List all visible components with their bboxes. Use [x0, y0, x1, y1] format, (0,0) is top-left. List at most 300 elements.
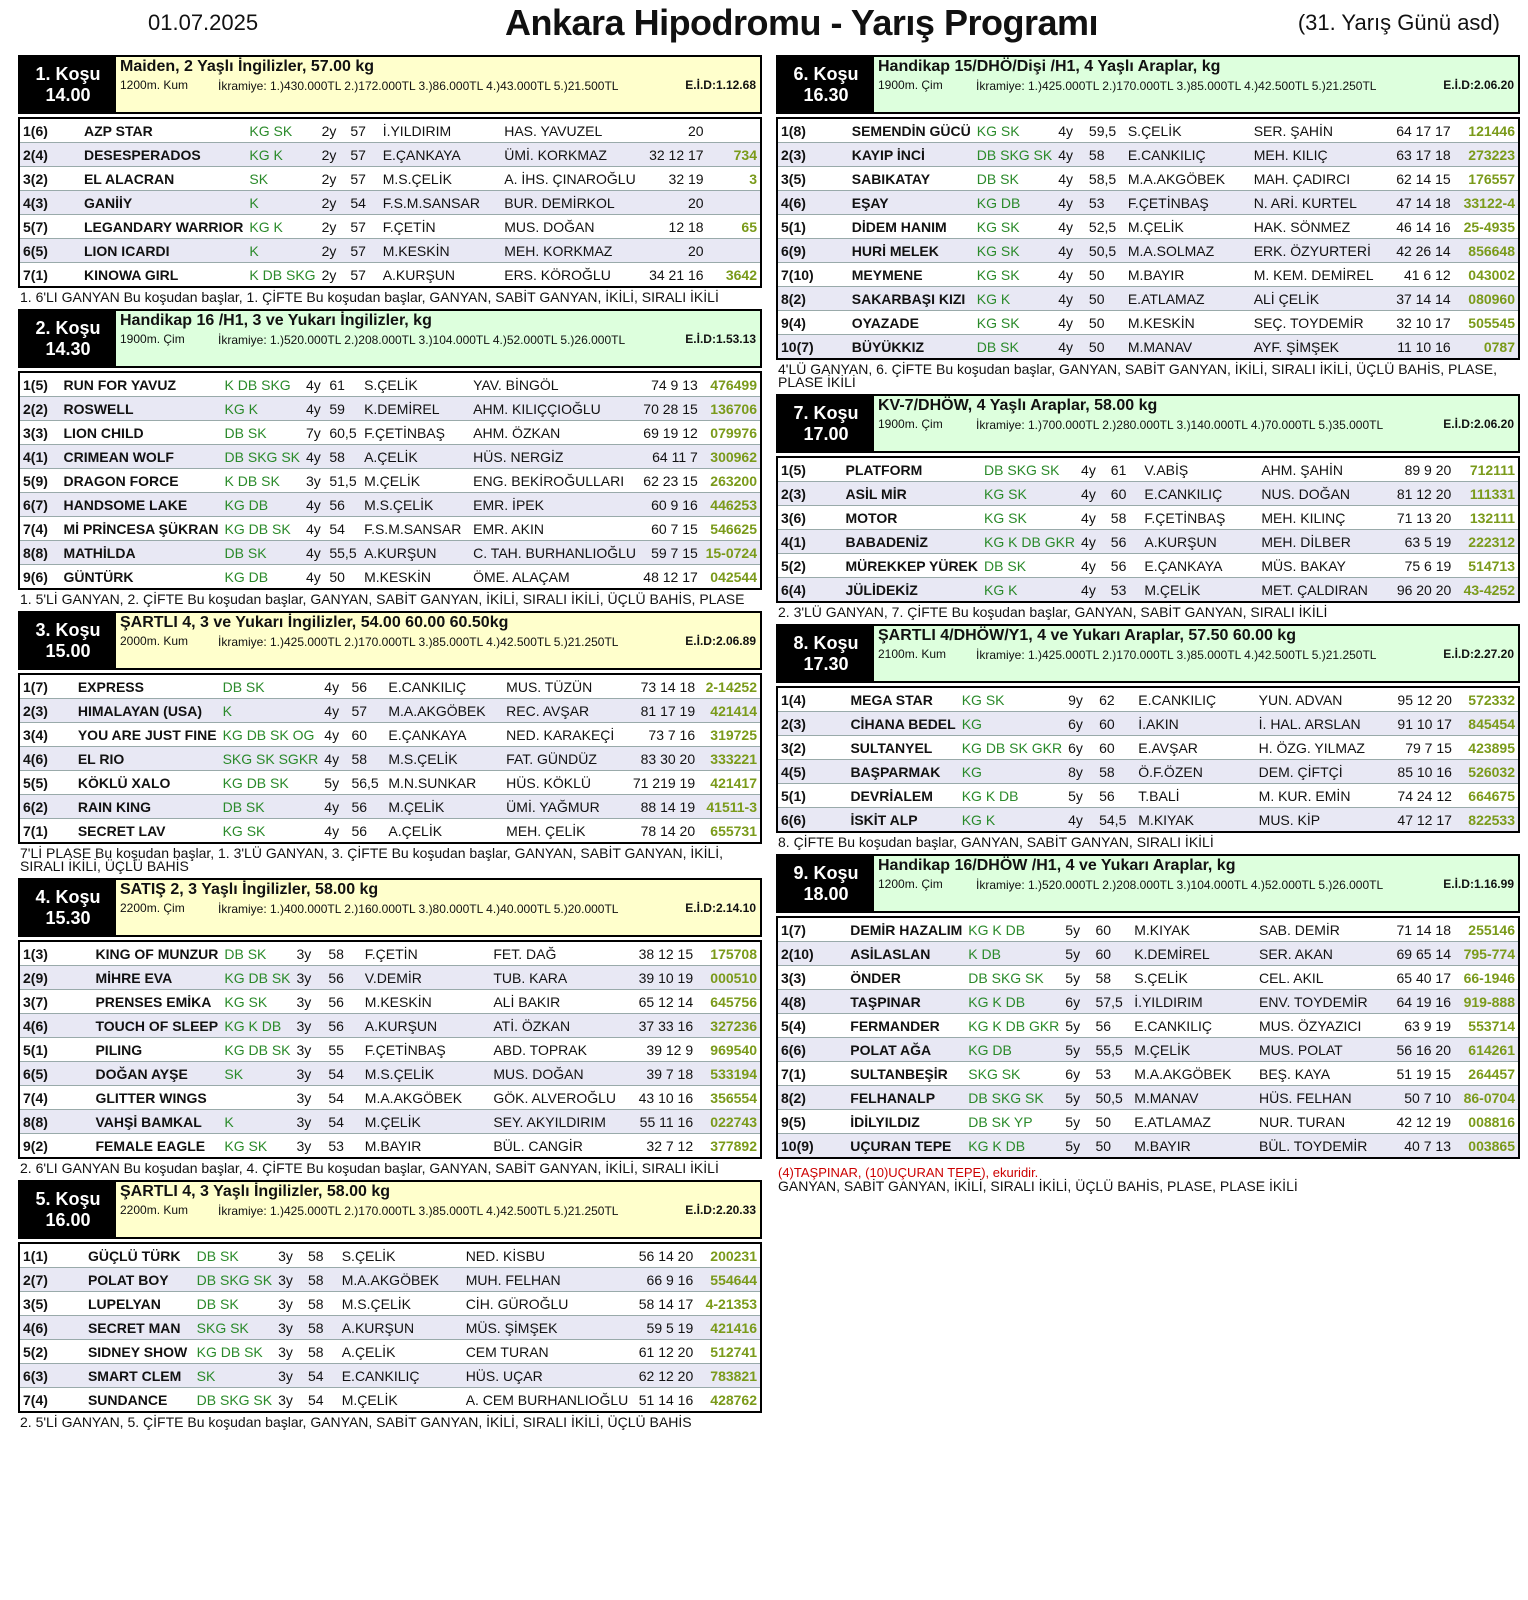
- jockey: E.AVŞAR: [1138, 739, 1198, 756]
- handicap-points: 95 12 20: [1397, 691, 1452, 708]
- handicap-points: 32 7 12: [646, 1137, 694, 1154]
- trainer: REC. AVŞAR: [506, 702, 590, 719]
- jockey: E.ATLAMAZ: [1127, 290, 1205, 307]
- horse-name[interactable]: MATHİLDA: [63, 544, 136, 561]
- handicap-points: 32 12 17: [649, 146, 704, 163]
- trainer: BUR. DEMİRKOL: [504, 194, 615, 211]
- form: 428762: [710, 1391, 757, 1408]
- runner-number: 10(7): [781, 338, 814, 355]
- horse-name[interactable]: SULTANYEL: [850, 739, 933, 756]
- horse-name[interactable]: POLAT AĞA: [850, 1041, 932, 1058]
- horse-name[interactable]: PRENSES EMİKA: [95, 993, 212, 1010]
- horse-name[interactable]: DEVRİALEM: [850, 787, 933, 804]
- weight: 56: [1110, 533, 1127, 550]
- table-row[interactable]: [777, 712, 1519, 736]
- handicap-points: 64 17 17: [1396, 122, 1451, 139]
- table-row[interactable]: [19, 421, 761, 445]
- horse-name[interactable]: SECRET LAV: [77, 822, 166, 839]
- horse-name[interactable]: MİHRE EVA: [95, 969, 173, 986]
- horse-age: 5y: [1065, 1137, 1081, 1154]
- horse-name[interactable]: DESESPERADOS: [83, 146, 201, 163]
- weight: 58: [307, 1295, 324, 1312]
- horse-age: 3y: [296, 1113, 312, 1130]
- horse-name[interactable]: DRAGON FORCE: [63, 472, 179, 489]
- table-row[interactable]: [19, 771, 761, 795]
- horse-name[interactable]: EŞAY: [851, 194, 889, 211]
- table-row[interactable]: [777, 506, 1519, 530]
- form: 533194: [710, 1065, 757, 1082]
- handicap-points: 66 9 16: [646, 1271, 694, 1288]
- race-prize: İkramiye: 1.)425.000TL 2.)170.000TL 3.)85.000TL 4.)42.500TL 5.)21.250TL: [218, 635, 619, 649]
- horse-name[interactable]: POLAT BOY: [87, 1271, 169, 1288]
- weight: 56: [1099, 787, 1115, 804]
- runner-number: 5(5): [23, 774, 48, 791]
- form: 25-4935: [1463, 218, 1515, 235]
- table-row[interactable]: [19, 1340, 761, 1364]
- horse-name[interactable]: BÜYÜKKIZ: [851, 338, 925, 355]
- trainer: HÜS. FELHAN: [1258, 1089, 1352, 1106]
- weight: 54: [328, 1113, 344, 1130]
- table-row[interactable]: [19, 674, 761, 699]
- race-day-label: (31. Yarış Günü asd): [1297, 10, 1500, 35]
- horse-name[interactable]: SMART CLEM: [87, 1367, 182, 1384]
- horse-name[interactable]: İSKİT ALP: [850, 811, 918, 828]
- handicap-points: 69 19 12: [643, 424, 698, 441]
- table-row[interactable]: [19, 1316, 761, 1340]
- jockey: M.ÇELİK: [388, 798, 445, 815]
- form: [707, 118, 761, 143]
- horse-age: 4y: [1058, 218, 1074, 235]
- table-row[interactable]: [777, 1014, 1519, 1038]
- horse-name[interactable]: MÜREKKEP YÜREK: [845, 557, 979, 574]
- handicap-points: 85 10 16: [1397, 763, 1452, 780]
- trainer: İ. HAL. ARSLAN: [1258, 715, 1361, 732]
- table-row[interactable]: [777, 687, 1519, 712]
- horse-age: 4y: [324, 678, 340, 695]
- equipment: DB SKG SK: [968, 1089, 1044, 1106]
- handicap-points: 65 40 17: [1396, 969, 1451, 986]
- table-row[interactable]: [777, 239, 1519, 263]
- race-header: [18, 309, 762, 368]
- handicap-points: 91 10 17: [1397, 715, 1452, 732]
- trainer: TUB. KARA: [493, 969, 568, 986]
- horse-name[interactable]: ASİL MİR: [845, 485, 907, 502]
- weight: 50: [1088, 338, 1105, 355]
- table-row[interactable]: [19, 699, 761, 723]
- table-row[interactable]: [19, 372, 761, 397]
- horse-name[interactable]: HANDSOME LAKE: [63, 496, 188, 513]
- jockey: A.KURŞUN: [382, 266, 456, 283]
- race-prize: İkramiye: 1.)430.000TL 2.)172.000TL 3.)86.000TL 4.)43.000TL 5.)21.500TL: [218, 79, 619, 93]
- trainer: H. ÖZG. YILMAZ: [1258, 739, 1365, 756]
- jockey: M.A.AKGÖBEK: [1127, 170, 1226, 187]
- bet-types-note: 7'Lİ PLASE Bu koşudan başlar, 1. 3'LÜ GANYAN, 3. ÇİFTE Bu koşudan başlar, GANYAN, SABİT GANYAN, İKİLİ, SIRALI İKİLİ, ÜÇLÜ BAHİS: [20, 845, 724, 874]
- table-row[interactable]: [19, 1110, 761, 1134]
- table-row[interactable]: [777, 808, 1519, 833]
- form: 080960: [1468, 290, 1515, 307]
- trainer: GÖK. ALVEROĞLU: [493, 1089, 617, 1106]
- horse-name[interactable]: İDİLYILDIZ: [850, 1113, 920, 1130]
- horse-name[interactable]: HIMALAYAN (USA): [77, 702, 203, 719]
- horse-age: 6y: [1065, 993, 1081, 1010]
- table-row[interactable]: [19, 819, 761, 844]
- horse-name[interactable]: LUPELYAN: [87, 1295, 161, 1312]
- horse-name[interactable]: KÖKLÜ XALO: [77, 774, 171, 791]
- runners-table: [18, 371, 762, 590]
- table-row[interactable]: [777, 311, 1519, 335]
- race-record: E.İ.D:2.06.20: [1443, 78, 1514, 92]
- jockey: M.S.ÇELİK: [388, 750, 458, 767]
- table-row[interactable]: [19, 469, 761, 493]
- horse-name[interactable]: BABADENİZ: [845, 533, 928, 550]
- table-row[interactable]: [777, 287, 1519, 311]
- horse-name[interactable]: EL RIO: [77, 750, 125, 767]
- horse-name[interactable]: VAHŞİ BAMKAL: [95, 1113, 202, 1130]
- horse-name[interactable]: DİDEM HANIM: [851, 218, 947, 235]
- trainer: MUS. POLAT: [1258, 1041, 1343, 1058]
- horse-name[interactable]: GÜNTÜRK: [63, 568, 134, 585]
- trainer: MEH. DİLBER: [1261, 533, 1351, 550]
- table-row[interactable]: [777, 1134, 1519, 1159]
- runner-number: 3(3): [23, 424, 48, 441]
- table-row[interactable]: [777, 784, 1519, 808]
- horse-name[interactable]: YOU ARE JUST FINE: [77, 726, 217, 743]
- weight: 62: [1099, 691, 1115, 708]
- handicap-points: 73 14 18: [640, 678, 696, 695]
- horse-name[interactable]: ROSWELL: [63, 400, 134, 417]
- horse-name[interactable]: GANİİY: [83, 194, 133, 211]
- horse-name[interactable]: MOTOR: [845, 509, 898, 526]
- table-row[interactable]: [777, 917, 1519, 942]
- horse-name[interactable]: GÜÇLÜ TÜRK: [87, 1247, 181, 1264]
- horse-name[interactable]: TOUCH OF SLEEP: [95, 1017, 219, 1034]
- race-prize: İkramiye: 1.)400.000TL 2.)160.000TL 3.)80.000TL 4.)40.000TL 5.)20.000TL: [218, 902, 619, 916]
- horse-name[interactable]: SULTANBEŞİR: [850, 1065, 948, 1082]
- trainer: CEM TURAN: [465, 1343, 549, 1360]
- equipment: DB SK: [196, 1247, 239, 1264]
- table-row[interactable]: [19, 263, 761, 288]
- coupled-entry-note: (4)TAŞPINAR, (10)UÇURAN TEPE), ekuridir.: [778, 1165, 1039, 1180]
- horse-name[interactable]: CİHANA BEDEL: [850, 715, 956, 732]
- race-record: E.İ.D:2.14.10: [685, 901, 756, 915]
- table-row[interactable]: [777, 263, 1519, 287]
- horse-age: 4y: [306, 448, 321, 465]
- handicap-points: 11 10 16: [1397, 338, 1451, 355]
- horse-name[interactable]: PLATFORM: [845, 461, 923, 478]
- race-info: [116, 880, 760, 935]
- table-row[interactable]: [777, 167, 1519, 191]
- weight: 50: [1095, 1137, 1112, 1154]
- horse-name[interactable]: EXPRESS: [77, 678, 144, 695]
- horse-age: 9y: [1068, 691, 1083, 708]
- horse-name[interactable]: KAYIP İNCİ: [851, 146, 925, 163]
- form: 042544: [710, 568, 757, 585]
- horse-name[interactable]: AZP STAR: [83, 122, 153, 139]
- horse-age: 3y: [296, 969, 312, 986]
- runner-number: 8(2): [781, 290, 806, 307]
- handicap-points: 63 5 19: [1404, 533, 1452, 550]
- handicap-points: 20: [688, 242, 704, 259]
- race-number: 5. Koşu: [35, 1189, 101, 1209]
- table-row[interactable]: [777, 215, 1519, 239]
- table-row[interactable]: [19, 191, 761, 215]
- handicap-points: 20: [688, 122, 704, 139]
- table-row[interactable]: [777, 966, 1519, 990]
- table-row[interactable]: [777, 143, 1519, 167]
- horse-name[interactable]: ASİLASLAN: [850, 945, 931, 962]
- jockey: M.S.ÇELİK: [341, 1295, 411, 1312]
- race-title: ŞARTLI 4, 3 ve Yukarı İngilizler, 54.00 60.00 60.50kg: [120, 614, 509, 631]
- runner-number: 2(3): [781, 146, 806, 163]
- table-row[interactable]: [777, 554, 1519, 578]
- runner-number: 2(3): [23, 702, 48, 719]
- jockey: E.CANKILIÇ: [1138, 691, 1217, 708]
- race-header: [18, 611, 762, 670]
- horse-name[interactable]: LION CHILD: [63, 424, 144, 441]
- table-row[interactable]: [777, 736, 1519, 760]
- form: 712111: [1469, 461, 1515, 478]
- trainer: YUN. ADVAN: [1258, 691, 1343, 708]
- bet-types-note: 2. 3'LÜ GANYAN, 7. ÇİFTE Bu koşudan başlar, GANYAN, SABİT GANYAN, SIRALI İKİLİ: [778, 604, 1328, 620]
- jockey: M.KIYAK: [1138, 811, 1195, 828]
- trainer: CEL. AKIL: [1258, 969, 1324, 986]
- jockey: F.ÇETİN: [364, 945, 418, 962]
- table-row[interactable]: [19, 445, 761, 469]
- table-row[interactable]: [19, 1388, 761, 1413]
- race-time: 14.30: [45, 339, 91, 359]
- runner-number: 1(5): [781, 461, 806, 478]
- table-row[interactable]: [777, 335, 1519, 360]
- horse-name[interactable]: SIDNEY SHOW: [87, 1343, 188, 1360]
- form: 554644: [710, 1271, 757, 1288]
- table-row[interactable]: [19, 795, 761, 819]
- table-row[interactable]: [777, 760, 1519, 784]
- race-info: [116, 311, 760, 366]
- equipment: DB SK: [196, 1295, 239, 1312]
- table-row[interactable]: [19, 941, 761, 966]
- horse-name[interactable]: FEMALE EAGLE: [95, 1137, 206, 1154]
- table-row[interactable]: [19, 723, 761, 747]
- horse-name[interactable]: SAKARBAŞI KIZI: [851, 290, 966, 307]
- jockey: E.ATLAMAZ: [1134, 1113, 1211, 1130]
- race-number: 2. Koşu: [35, 318, 101, 338]
- jockey: İ.AKIN: [1138, 715, 1179, 732]
- handicap-points: 81 12 20: [1396, 485, 1452, 502]
- handicap-points: 12 18: [668, 218, 704, 235]
- horse-age: 3y: [296, 1137, 312, 1154]
- horse-name[interactable]: JÜLİDEKİZ: [845, 581, 918, 598]
- handicap-points: 62 14 15: [1396, 170, 1451, 187]
- form: 43-4252: [1463, 581, 1515, 598]
- handicap-points: 39 12 9: [646, 1041, 694, 1058]
- form: 079976: [710, 424, 757, 441]
- horse-name[interactable]: TAŞPINAR: [850, 993, 921, 1010]
- form: 421414: [710, 702, 757, 719]
- horse-name[interactable]: FELHANALP: [850, 1089, 936, 1106]
- handicap-points: 55 11 16: [639, 1113, 694, 1130]
- horse-name[interactable]: LEGANDARY WARRIOR: [83, 218, 244, 235]
- table-row[interactable]: [19, 1268, 761, 1292]
- runners-table: [776, 117, 1520, 360]
- equipment: SK: [224, 1065, 244, 1082]
- race-prize: İkramiye: 1.)520.000TL 2.)208.000TL 3.)104.000TL 4.)52.000TL 5.)26.000TL: [218, 333, 626, 347]
- table-row[interactable]: [777, 482, 1519, 506]
- table-row[interactable]: [19, 1014, 761, 1038]
- horse-name[interactable]: MEGA STAR: [850, 691, 933, 708]
- table-row[interactable]: [19, 1364, 761, 1388]
- race-number-badge: [20, 880, 116, 935]
- runner-number: 7(10): [781, 266, 814, 283]
- horse-name[interactable]: RAIN KING: [77, 798, 151, 815]
- weight: 53: [1110, 581, 1127, 598]
- race-distance: 2200m. Çim: [120, 901, 185, 915]
- table-row[interactable]: [19, 1038, 761, 1062]
- table-row[interactable]: [777, 457, 1519, 482]
- horse-name[interactable]: OYAZADE: [851, 314, 919, 331]
- form: 300962: [710, 448, 757, 465]
- jockey: S.ÇELİK: [364, 376, 418, 393]
- table-row[interactable]: [19, 1062, 761, 1086]
- horse-name[interactable]: PILING: [95, 1041, 143, 1058]
- equipment: DB SKG SK: [984, 461, 1060, 478]
- form: 111331: [1469, 485, 1515, 502]
- runner-number: 5(2): [781, 557, 806, 574]
- jockey: M.BAYIR: [1134, 1137, 1191, 1154]
- form: 86-0704: [1463, 1089, 1515, 1106]
- form: 200231: [710, 1247, 757, 1264]
- equipment: KG DB SK: [224, 969, 291, 986]
- trainer: M. KUR. EMİN: [1258, 787, 1351, 804]
- table-row[interactable]: [19, 541, 761, 565]
- horse-age: 3y: [296, 1041, 312, 1058]
- table-row[interactable]: [19, 747, 761, 771]
- horse-name[interactable]: DOĞAN AYŞE: [95, 1065, 188, 1082]
- equipment: KG SK: [976, 266, 1020, 283]
- weight: 56: [328, 993, 344, 1010]
- weight: 50: [1095, 1113, 1112, 1130]
- race-record: E.İ.D:2.20.33: [685, 1203, 756, 1217]
- table-row[interactable]: [19, 966, 761, 990]
- race-header: [776, 55, 1520, 114]
- horse-name[interactable]: DEMİR HAZALIM: [850, 921, 963, 938]
- horse-name[interactable]: KING OF MUNZUR: [95, 945, 219, 962]
- race-distance: 2100m. Kum: [878, 647, 947, 661]
- table-row[interactable]: [777, 1110, 1519, 1134]
- handicap-points: 62 12 20: [638, 1367, 694, 1384]
- form: 655731: [710, 822, 757, 839]
- table-row[interactable]: [777, 530, 1519, 554]
- horse-name[interactable]: MEYMENE: [851, 266, 923, 283]
- race-time: 16.00: [45, 1210, 91, 1230]
- horse-name[interactable]: ÖNDER: [850, 969, 901, 986]
- horse-name[interactable]: LION ICARDI: [83, 242, 170, 259]
- trainer: M. KEM. DEMİREL: [1253, 266, 1374, 283]
- form: 476499: [710, 376, 757, 393]
- horse-name[interactable]: UÇURAN TEPE: [850, 1137, 952, 1154]
- horse-age: 4y: [1081, 461, 1096, 478]
- table-row[interactable]: [777, 990, 1519, 1014]
- table-row[interactable]: [777, 578, 1519, 603]
- race-time: 17.30: [803, 654, 849, 674]
- weight: 53: [328, 1137, 344, 1154]
- trainer: FET. DAĞ: [493, 945, 557, 962]
- horse-age: 4y: [1058, 314, 1074, 331]
- horse-age: 4y: [1081, 533, 1096, 550]
- table-row[interactable]: [19, 167, 761, 191]
- trainer: MUS. DOĞAN: [504, 218, 595, 235]
- handicap-points: 41 6 12: [1403, 266, 1451, 283]
- horse-age: 4y: [324, 702, 340, 719]
- table-row[interactable]: [19, 517, 761, 541]
- table-row[interactable]: [19, 565, 761, 590]
- weight: 55,5: [329, 544, 357, 561]
- horse-name[interactable]: EL ALACRAN: [83, 170, 175, 187]
- horse-name[interactable]: BAŞPARMAK: [850, 763, 941, 780]
- horse-name[interactable]: KINOWA GIRL: [83, 266, 179, 283]
- horse-name[interactable]: RUN FOR YAVUZ: [63, 376, 177, 393]
- table-row[interactable]: [19, 215, 761, 239]
- horse-name[interactable]: FERMANDER: [850, 1017, 940, 1034]
- horse-name[interactable]: CRIMEAN WOLF: [63, 448, 174, 465]
- runner-number: 4(1): [23, 448, 48, 465]
- horse-name[interactable]: GLITTER WINGS: [95, 1089, 207, 1106]
- table-row[interactable]: [19, 239, 761, 263]
- table-row[interactable]: [19, 118, 761, 143]
- table-row[interactable]: [19, 1134, 761, 1159]
- horse-age: 5y: [1065, 969, 1081, 986]
- trainer: YAV. BİNGÖL: [473, 376, 559, 393]
- horse-name[interactable]: SUNDANCE: [87, 1391, 168, 1408]
- jockey: M.ÇELİK: [1144, 581, 1201, 598]
- table-row[interactable]: [777, 191, 1519, 215]
- weight: 50: [329, 568, 345, 585]
- horse-name[interactable]: SECRET MAN: [87, 1319, 181, 1336]
- table-row[interactable]: [777, 118, 1519, 143]
- horse-age: 4y: [1081, 509, 1096, 526]
- race-record: E.İ.D:2.06.89: [685, 634, 756, 648]
- horse-name[interactable]: SABIKATAY: [851, 170, 931, 187]
- horse-name[interactable]: SEMENDİN GÜCÜ: [851, 122, 971, 139]
- table-row[interactable]: [19, 1292, 761, 1316]
- runners-table: [18, 1242, 762, 1413]
- table-row[interactable]: [19, 1243, 761, 1268]
- handicap-points: 70 28 15: [643, 400, 698, 417]
- horse-name[interactable]: Mİ PRİNCESA ŞÜKRAN: [63, 520, 219, 537]
- handicap-points: 32 19: [668, 170, 704, 187]
- equipment: KG K: [224, 400, 259, 417]
- table-row[interactable]: [777, 1062, 1519, 1086]
- trainer: BÜL. TOYDEMİR: [1258, 1137, 1368, 1154]
- table-row[interactable]: [19, 1086, 761, 1110]
- program-date: 01.07.2025: [148, 10, 259, 35]
- table-row[interactable]: [19, 397, 761, 421]
- form: 33122-4: [1463, 194, 1515, 211]
- runner-number: 9(5): [781, 1113, 806, 1130]
- trainer: AYF. ŞİMŞEK: [1253, 338, 1340, 355]
- table-row[interactable]: [777, 1086, 1519, 1110]
- handicap-points: 56 14 20: [638, 1247, 694, 1264]
- trainer: ERS. KÖROĞLU: [504, 266, 611, 283]
- table-row[interactable]: [777, 1038, 1519, 1062]
- trainer: EMR. AKIN: [473, 520, 544, 537]
- table-row[interactable]: [19, 493, 761, 517]
- table-row[interactable]: [19, 143, 761, 167]
- table-row[interactable]: [777, 942, 1519, 966]
- horse-name[interactable]: HURİ MELEK: [851, 242, 939, 259]
- horse-age: 4y: [324, 750, 340, 767]
- table-row[interactable]: [19, 990, 761, 1014]
- form: 512741: [710, 1343, 757, 1360]
